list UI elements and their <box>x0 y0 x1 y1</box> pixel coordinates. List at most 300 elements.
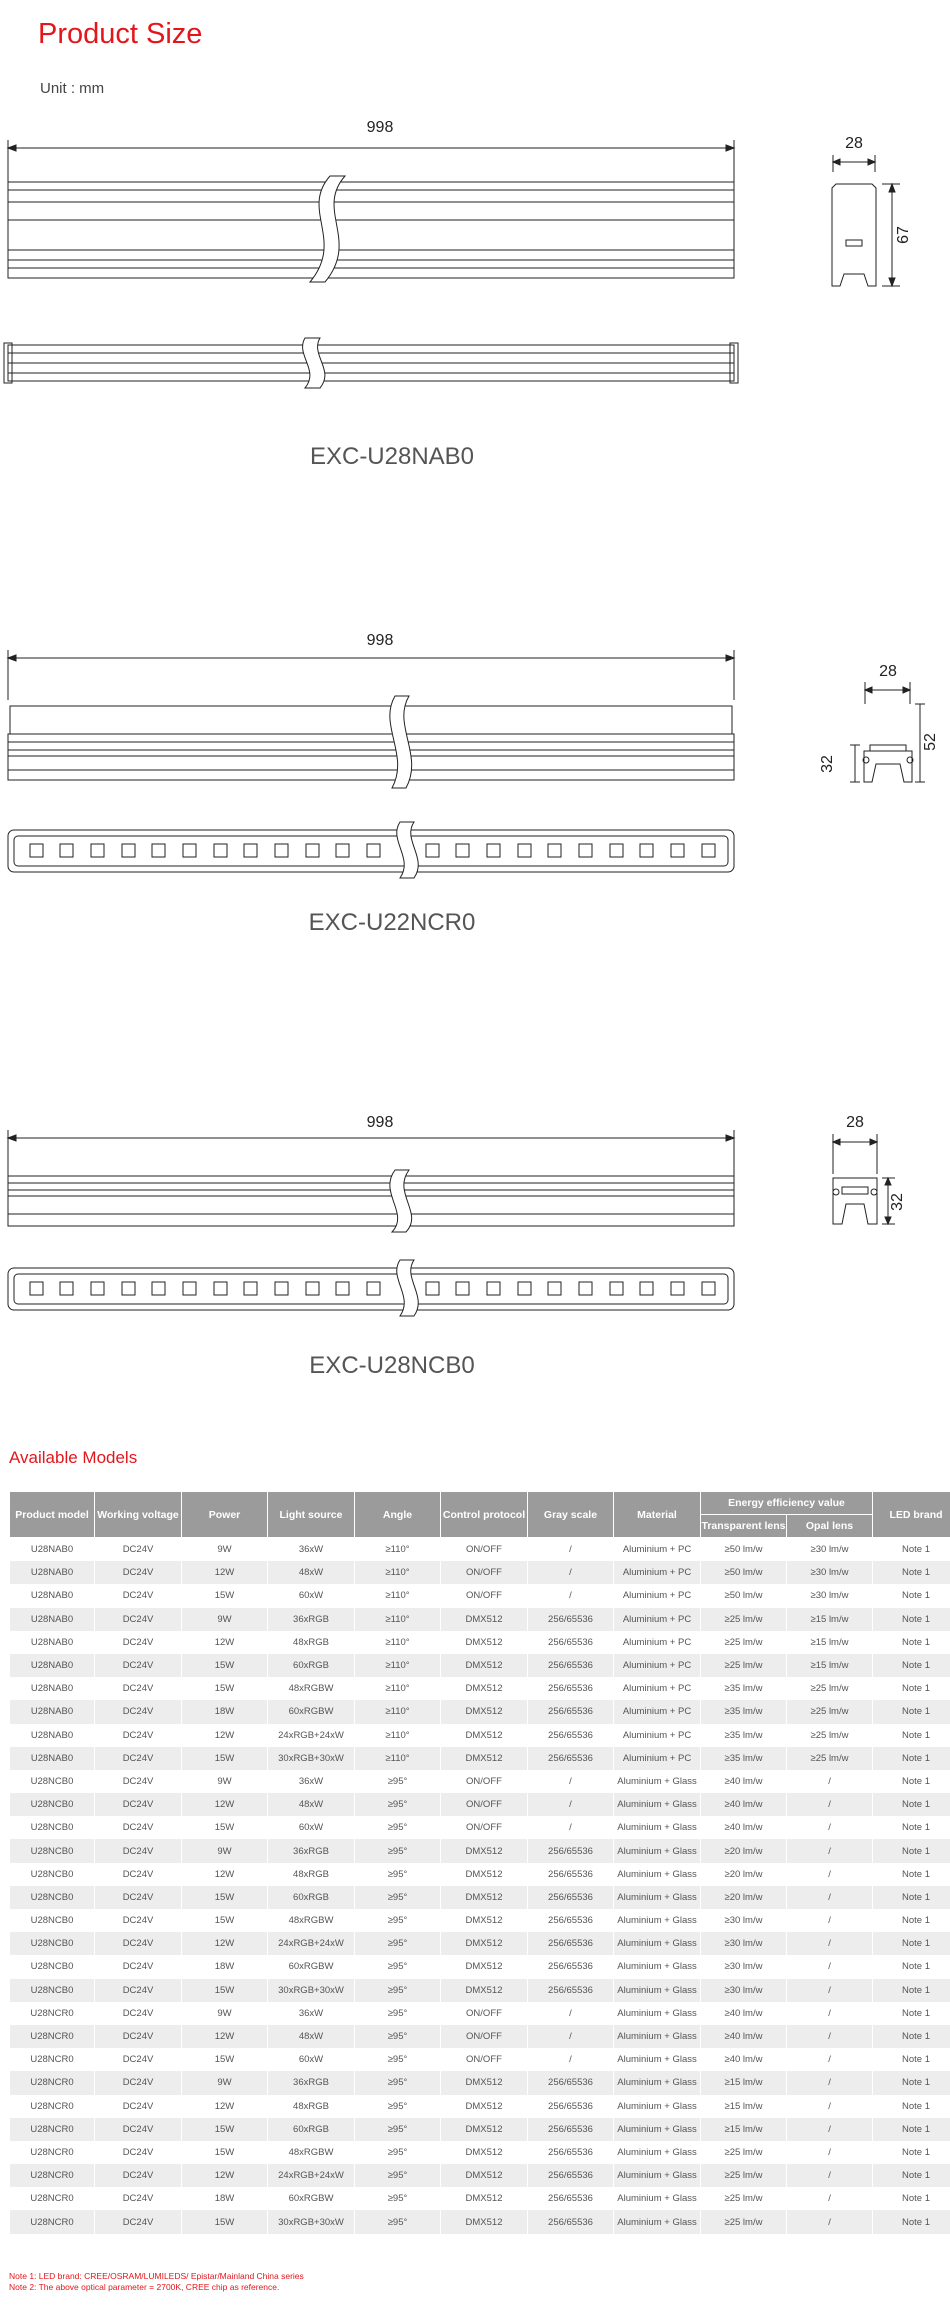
table-cell: 256/65536 <box>528 1932 613 1955</box>
table-cell: ≥25 lm/w <box>724 1636 763 1648</box>
model-label-u28nab0: EXC-U28NAB0 <box>309 443 475 470</box>
table-cell: U28NCR0 <box>10 2071 94 2094</box>
table-cell: ≥95° <box>387 1961 408 1973</box>
table-cell: DC24V <box>122 2146 154 2158</box>
table-cell: ≥95° <box>387 2193 408 2205</box>
table-cell: / <box>787 2025 872 2048</box>
table-cell: ≥95° <box>355 1979 440 2002</box>
table-cell: / <box>787 1793 872 1816</box>
table-cell: / <box>828 1915 831 1927</box>
table-cell: Note 1 <box>873 1886 950 1909</box>
table-cell: ≥95° <box>355 1932 440 1955</box>
table-cell: U28NCB0 <box>10 1932 94 1955</box>
table-cell: / <box>828 2054 831 2066</box>
table-cell: ≥25 lm/w <box>810 1729 849 1741</box>
table-cell: Note 1 <box>873 2025 950 2048</box>
table-row <box>10 1770 950 1793</box>
table-cell: DMX512 <box>465 1636 503 1648</box>
table-cell: 60xW <box>298 2054 324 2066</box>
table-cell: U28NCR0 <box>30 2146 74 2158</box>
table-cell: U28NCB0 <box>30 1868 74 1880</box>
table-cell: 30xRGB+30xW <box>268 1979 354 2002</box>
table-cell: 15W <box>182 1886 267 1909</box>
table-cell: 48xW <box>268 1793 354 1816</box>
table-cell: DMX512 <box>465 1729 503 1741</box>
table-cell: ON/OFF <box>441 1561 527 1584</box>
table-cell: DC24V <box>95 1561 181 1584</box>
table-cell: Aluminium + PC <box>614 1561 700 1584</box>
col-header: Energy efficiency value <box>701 1492 872 1515</box>
dim-width: 28 <box>845 135 863 152</box>
table-row <box>10 1631 950 1654</box>
table-cell: DMX512 <box>441 1979 527 2002</box>
table-cell: ≥15 lm/w <box>701 2071 786 2094</box>
table-cell: 256/65536 <box>548 1636 593 1648</box>
table-cell: Aluminium + Glass <box>614 1886 700 1909</box>
table-cell: ≥25 lm/w <box>701 1654 786 1677</box>
notes <box>9 2271 304 2293</box>
col-header: Working voltage <box>95 1492 181 1538</box>
table-cell: 15W <box>182 1654 267 1677</box>
table-cell: U28NAB0 <box>30 1544 74 1556</box>
table-cell: Aluminium + Glass <box>614 2118 700 2141</box>
table-cell: ≥95° <box>355 1793 440 1816</box>
table-cell: 12W <box>214 1636 235 1648</box>
table-cell: / <box>787 1839 872 1862</box>
table-cell: ≥15 lm/w <box>701 2118 786 2141</box>
table-cell: 9W <box>182 1839 267 1862</box>
table-cell: 9W <box>217 1544 232 1556</box>
table-cell: Note 1 <box>902 1822 931 1834</box>
table-cell: Note 1 <box>902 1544 931 1556</box>
table-cell: 36xRGB <box>268 2071 354 2094</box>
table-row <box>10 1839 950 1862</box>
models-table <box>9 1492 950 2234</box>
table-cell: 9W <box>182 2071 267 2094</box>
table-cell: Note 1 <box>873 1654 950 1677</box>
table-cell: 24xRGB+24xW <box>268 2164 354 2187</box>
table-cell: ≥35 lm/w <box>701 1700 786 1723</box>
table-cell: / <box>569 2054 572 2066</box>
table-cell: ≥15 lm/w <box>787 1608 872 1631</box>
dim-length: 998 <box>366 119 394 136</box>
table-cell: Aluminium + Glass <box>614 1793 700 1816</box>
table-cell: 15W <box>214 1683 235 1695</box>
table-cell: Aluminium + Glass <box>617 1961 697 1973</box>
table-cell: DC24V <box>95 1747 181 1770</box>
table-cell: ≥30 lm/w <box>701 1979 786 2002</box>
dim-length: 998 <box>366 632 394 649</box>
table-cell: Aluminium + PC <box>622 1729 692 1741</box>
table-cell: / <box>828 2100 831 2112</box>
table-row <box>10 2048 950 2071</box>
table-cell: / <box>828 1775 831 1787</box>
table-cell: 60xRGBW <box>268 1700 354 1723</box>
table-cell: 15W <box>214 2146 235 2158</box>
table-cell: ≥95° <box>387 1915 408 1927</box>
table-cell: ≥95° <box>387 1775 408 1787</box>
table-cell: Note 1 <box>902 1868 931 1880</box>
table-cell: Aluminium + PC <box>622 1590 692 1602</box>
table-cell: 60xW <box>298 1822 324 1834</box>
table-cell: Aluminium + Glass <box>617 1775 697 1787</box>
table-cell: ≥35 lm/w <box>724 1683 763 1695</box>
table-cell: ≥25 lm/w <box>701 2210 786 2233</box>
table-cell: ≥25 lm/w <box>787 1700 872 1723</box>
table-cell: DC24V <box>122 2193 154 2205</box>
table-row <box>10 2164 950 2187</box>
table-row <box>10 1700 950 1723</box>
table-cell: 9W <box>182 1608 267 1631</box>
table-cell: 30xRGB+30xW <box>268 2210 354 2233</box>
table-row <box>10 1863 950 1886</box>
table-cell: ≥95° <box>355 2210 440 2233</box>
table-cell: Note 1 <box>873 1561 950 1584</box>
table-cell: 60xRGB <box>268 1654 354 1677</box>
table-cell: DMX512 <box>441 1886 527 1909</box>
table-cell: ≥110° <box>385 1729 410 1741</box>
table-cell: ≥110° <box>355 1561 440 1584</box>
table-cell: 36xW <box>298 2007 324 2019</box>
table-cell: ON/OFF <box>466 1590 502 1602</box>
table-cell: ON/OFF <box>441 2025 527 2048</box>
table-cell: ≥25 lm/w <box>787 1747 872 1770</box>
note-2: Note 2: The above optical parameter = 2700K, CREE chip as reference. <box>9 2282 280 2292</box>
table-cell: Aluminium + Glass <box>617 2146 697 2158</box>
table-cell: ≥30 lm/w <box>701 1932 786 1955</box>
col-header: Material <box>614 1492 700 1538</box>
table-cell: Note 1 <box>902 2007 931 2019</box>
table-cell: Aluminium + PC <box>622 1683 692 1695</box>
table-cell: DMX512 <box>465 1915 503 1927</box>
table-cell: U28NCR0 <box>30 2193 74 2205</box>
table-cell: ≥25 lm/w <box>724 2146 763 2158</box>
dim-width: 28 <box>846 1114 864 1131</box>
table-cell: DC24V <box>95 1608 181 1631</box>
table-cell: U28NCB0 <box>30 1915 74 1927</box>
table-cell: / <box>528 1561 613 1584</box>
table-row <box>10 1654 950 1677</box>
table-cell: ≥25 lm/w <box>810 1683 849 1695</box>
table-cell: DC24V <box>95 2025 181 2048</box>
table-cell: DMX512 <box>465 2193 503 2205</box>
table-cell: DC24V <box>95 1700 181 1723</box>
table-cell: DC24V <box>95 1793 181 1816</box>
dim-width: 28 <box>879 663 897 680</box>
table-cell: 12W <box>182 1561 267 1584</box>
table-cell: U28NCB0 <box>10 1839 94 1862</box>
table-cell: / <box>828 1961 831 1973</box>
table-cell: DC24V <box>122 1590 154 1602</box>
table-cell: / <box>787 1979 872 2002</box>
table-cell: DC24V <box>122 2100 154 2112</box>
table-cell: Note 1 <box>902 2054 931 2066</box>
table-row <box>10 2187 950 2210</box>
table-cell: ≥40 lm/w <box>724 2054 763 2066</box>
col-subheader: Opal lens <box>787 1515 872 1538</box>
table-cell: ≥30 lm/w <box>724 1961 763 1973</box>
table-cell: ≥95° <box>387 2100 408 2112</box>
table-cell: Aluminium + Glass <box>617 2054 697 2066</box>
table-cell: 48xW <box>268 1561 354 1584</box>
table-cell: 256/65536 <box>528 1608 613 1631</box>
table-cell: 15W <box>214 1822 235 1834</box>
table-cell: U28NAB0 <box>10 1561 94 1584</box>
table-cell: / <box>787 1886 872 1909</box>
table-cell: 256/65536 <box>548 1868 593 1880</box>
table-row <box>10 1584 950 1607</box>
dim-height-2: 32 <box>819 755 836 773</box>
table-cell: 256/65536 <box>528 1747 613 1770</box>
table-cell: DC24V <box>122 2007 154 2019</box>
table-cell: U28NAB0 <box>30 1729 74 1741</box>
table-cell: ≥110° <box>385 1636 410 1648</box>
table-cell: ≥20 lm/w <box>724 1868 763 1880</box>
table-cell: ≥95° <box>387 1822 408 1834</box>
table-cell: U28NCR0 <box>10 2025 94 2048</box>
table-row <box>10 1561 950 1584</box>
table-cell: Note 1 <box>902 1775 931 1787</box>
table-row <box>10 1724 950 1747</box>
table-cell: U28NCB0 <box>10 1793 94 1816</box>
table-cell: ≥40 lm/w <box>724 1775 763 1787</box>
table-row <box>10 2002 950 2025</box>
table-cell: 256/65536 <box>528 2164 613 2187</box>
table-cell: Aluminium + Glass <box>617 1822 697 1834</box>
table-cell: Note 1 <box>902 2193 931 2205</box>
table-cell: / <box>787 2118 872 2141</box>
table-cell: Note 1 <box>902 1636 931 1648</box>
table-cell: Note 1 <box>902 1590 931 1602</box>
table-cell: ≥40 lm/w <box>701 1793 786 1816</box>
table-cell: 36xW <box>298 1775 324 1787</box>
table-cell: ON/OFF <box>441 1793 527 1816</box>
table-cell: Note 1 <box>873 1608 950 1631</box>
table-cell: U28NCR0 <box>10 2164 94 2187</box>
table-cell: / <box>569 2007 572 2019</box>
table-cell: U28NCB0 <box>30 1822 74 1834</box>
table-cell: ≥30 lm/w <box>810 1544 849 1556</box>
table-cell: 256/65536 <box>548 1729 593 1741</box>
table-cell: ≥110° <box>355 1747 440 1770</box>
table-cell: 60xRGB <box>268 1886 354 1909</box>
table-cell: DMX512 <box>441 2210 527 2233</box>
table-row <box>10 2025 950 2048</box>
table-cell: DMX512 <box>441 2118 527 2141</box>
table-cell: U28NCR0 <box>30 2054 74 2066</box>
table-cell: ≥95° <box>387 1868 408 1880</box>
table-cell: 256/65536 <box>528 1886 613 1909</box>
table-cell: DMX512 <box>441 1747 527 1770</box>
table-cell: Aluminium + Glass <box>617 2007 697 2019</box>
table-cell: ≥50 lm/w <box>724 1590 763 1602</box>
table-cell: Note 1 <box>873 1932 950 1955</box>
table-cell: ≥110° <box>385 1683 410 1695</box>
available-models-title: Available Models <box>9 1448 138 1467</box>
table-row <box>10 1816 950 1839</box>
table-cell: U28NAB0 <box>10 1608 94 1631</box>
table-row <box>10 1955 950 1978</box>
dim-height: 32 <box>889 1193 906 1211</box>
table-cell: 9W <box>217 2007 232 2019</box>
table-cell: / <box>787 2071 872 2094</box>
table-cell: 60xW <box>298 1590 324 1602</box>
model-label-u22ncr0: EXC-U22NCR0 <box>308 909 476 936</box>
table-cell: 48xW <box>268 2025 354 2048</box>
table-cell: ON/OFF <box>466 1544 502 1556</box>
table-cell: Note 1 <box>902 1915 931 1927</box>
table-cell: DC24V <box>122 2054 154 2066</box>
table-cell: U28NCB0 <box>30 1961 74 1973</box>
table-cell: U28NAB0 <box>30 1590 74 1602</box>
table-cell: ON/OFF <box>466 1775 502 1787</box>
table-cell: ≥50 lm/w <box>724 1544 763 1556</box>
table-cell: 12W <box>182 1793 267 1816</box>
table-cell: 15W <box>214 1590 235 1602</box>
table-cell: 15W <box>214 2054 235 2066</box>
table-cell: DMX512 <box>441 1700 527 1723</box>
note-1: Note 1: LED brand: CREE/OSRAM/LUMILEDS/ Epistar/Mainland China series <box>9 2271 304 2281</box>
dim-height: 67 <box>895 226 912 244</box>
table-cell: 15W <box>182 1979 267 2002</box>
table-row <box>10 2071 950 2094</box>
table-cell: Aluminium + Glass <box>614 2025 700 2048</box>
table-cell: 48xRGB <box>293 2100 329 2112</box>
table-cell: 30xRGB+30xW <box>268 1747 354 1770</box>
drawing-u22ncr0 <box>0 630 950 910</box>
table-cell: ≥95° <box>355 2071 440 2094</box>
table-cell: U28NAB0 <box>30 1636 74 1648</box>
table-cell: / <box>787 2164 872 2187</box>
models-table-body <box>10 1538 950 2234</box>
table-cell: 256/65536 <box>548 1915 593 1927</box>
table-cell: ON/OFF <box>466 2007 502 2019</box>
table-cell: DC24V <box>95 1886 181 1909</box>
table-cell: 9W <box>217 1775 232 1787</box>
table-cell: DC24V <box>122 1729 154 1741</box>
table-row <box>10 2095 950 2118</box>
table-cell: DMX512 <box>441 1654 527 1677</box>
table-cell: U28NCB0 <box>10 1979 94 2002</box>
table-cell: / <box>828 1868 831 1880</box>
table-cell: ≥20 lm/w <box>701 1886 786 1909</box>
table-cell: Note 1 <box>873 1700 950 1723</box>
table-cell: 24xRGB+24xW <box>268 1932 354 1955</box>
table-cell: DMX512 <box>441 2071 527 2094</box>
table-cell: DC24V <box>95 2210 181 2233</box>
table-cell: / <box>828 1822 831 1834</box>
table-cell: Aluminium + PC <box>614 1747 700 1770</box>
table-cell: Note 1 <box>902 1683 931 1695</box>
table-cell: ≥30 lm/w <box>724 1915 763 1927</box>
page-title: Product Size <box>38 18 203 50</box>
table-cell: ≥110° <box>355 1608 440 1631</box>
table-cell: 15W <box>182 1747 267 1770</box>
table-cell: 256/65536 <box>528 1839 613 1862</box>
table-cell: ≥15 lm/w <box>810 1636 849 1648</box>
table-cell: 60xRGBW <box>288 1961 334 1973</box>
table-cell: DC24V <box>95 1932 181 1955</box>
table-row <box>10 2210 950 2233</box>
table-cell: Aluminium + PC <box>614 1654 700 1677</box>
col-subheader: Transparent lens <box>701 1515 786 1538</box>
table-cell: / <box>528 2025 613 2048</box>
table-cell: 15W <box>182 2118 267 2141</box>
table-cell: 48xRGB <box>293 1636 329 1648</box>
table-cell: 256/65536 <box>528 2071 613 2094</box>
table-cell: Aluminium + PC <box>622 1636 692 1648</box>
table-cell: 60xRGB <box>268 2118 354 2141</box>
col-header: Angle <box>355 1492 440 1538</box>
table-cell: DC24V <box>122 1915 154 1927</box>
table-cell: Aluminium + Glass <box>617 2193 697 2205</box>
table-cell: 256/65536 <box>548 2146 593 2158</box>
col-header: Gray scale <box>528 1492 613 1538</box>
table-cell: DC24V <box>122 1544 154 1556</box>
table-cell: Note 1 <box>873 1979 950 2002</box>
drawing-u28nab0 <box>0 110 950 430</box>
table-cell: / <box>787 1932 872 1955</box>
table-cell: ON/OFF <box>466 2054 502 2066</box>
table-row <box>10 1909 950 1932</box>
table-cell: DMX512 <box>465 1868 503 1880</box>
table-cell: DC24V <box>95 1654 181 1677</box>
table-cell: / <box>569 1822 572 1834</box>
table-cell: ≥40 lm/w <box>701 2025 786 2048</box>
table-cell: Note 1 <box>902 2146 931 2158</box>
table-cell: DC24V <box>122 1822 154 1834</box>
dim-length: 998 <box>366 1114 394 1131</box>
table-cell: Note 1 <box>873 1839 950 1862</box>
table-cell: Aluminium + Glass <box>614 1979 700 2002</box>
table-row <box>10 1538 950 1561</box>
table-cell: Aluminium + Glass <box>614 2164 700 2187</box>
table-cell: ≥110° <box>355 1700 440 1723</box>
col-header: LED brand <box>873 1492 950 1538</box>
table-cell: DMX512 <box>465 2100 503 2112</box>
table-cell: ≥95° <box>355 2118 440 2141</box>
table-cell: Aluminium + Glass <box>617 1915 697 1927</box>
table-cell: ≥30 lm/w <box>810 1590 849 1602</box>
table-cell: 48xRGB <box>293 1868 329 1880</box>
table-cell: 12W <box>214 2100 235 2112</box>
table-cell: 18W <box>182 1700 267 1723</box>
table-cell: Note 1 <box>873 1793 950 1816</box>
table-cell: U28NCR0 <box>10 2118 94 2141</box>
col-header: Control protocol <box>441 1492 527 1538</box>
table-cell: DMX512 <box>465 2146 503 2158</box>
table-cell: 48xRGBW <box>288 1683 334 1695</box>
table-cell: DC24V <box>95 1979 181 2002</box>
table-cell: Aluminium + Glass <box>614 2071 700 2094</box>
table-cell: ≥95° <box>387 2054 408 2066</box>
table-cell: ≥35 lm/w <box>724 1729 763 1741</box>
table-cell: ≥95° <box>355 2025 440 2048</box>
table-cell: U28NAB0 <box>10 1747 94 1770</box>
table-cell: Aluminium + Glass <box>617 1868 697 1880</box>
table-cell: ≥25 lm/w <box>724 2193 763 2205</box>
table-cell: / <box>569 1544 572 1556</box>
table-row <box>10 1608 950 1631</box>
table-cell: 12W <box>214 1729 235 1741</box>
table-cell: U28NAB0 <box>30 1683 74 1695</box>
table-cell: 48xRGBW <box>288 2146 334 2158</box>
table-cell: 12W <box>182 1932 267 1955</box>
table-cell: DMX512 <box>441 1932 527 1955</box>
table-cell: DC24V <box>95 2164 181 2187</box>
table-cell: 256/65536 <box>548 2193 593 2205</box>
table-cell: / <box>528 1793 613 1816</box>
